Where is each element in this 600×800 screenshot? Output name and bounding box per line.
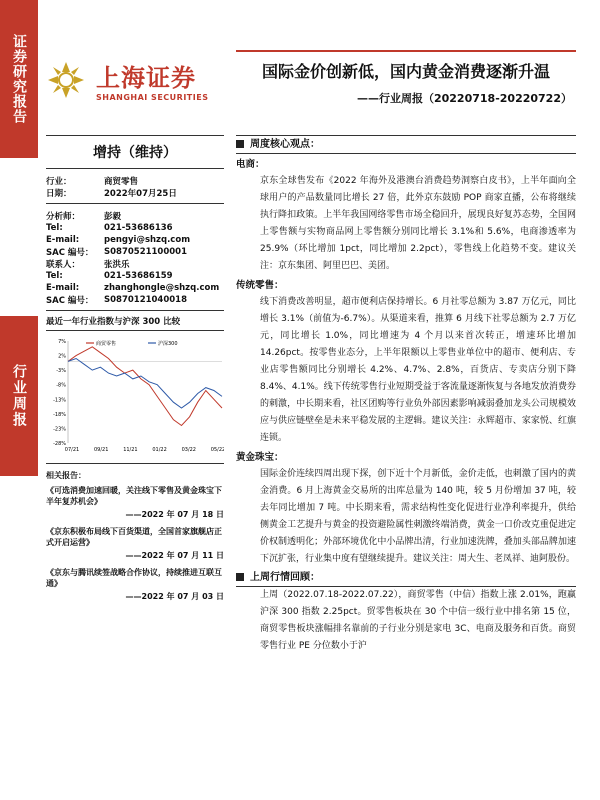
y-tick-label: 2% [58,353,66,360]
related-item-date: ——2022 年 07 月 03 日 [125,592,224,601]
info-label: 行业： [46,177,72,187]
info-label: Tel: [46,223,63,233]
related-item-date: ——2022 年 07 月 11 日 [125,551,224,560]
legend-label: 沪深300 [158,341,178,347]
divider [236,153,576,154]
info-label: 日期： [46,189,72,199]
info-tel: 021-53686136 [104,223,173,233]
info-label: 分析师： [46,212,81,222]
legend-label: 商贸零售 [96,341,117,347]
series-line-retail [68,347,222,426]
logo-mark-icon [46,60,86,100]
info-label: E-mail: [46,235,80,245]
y-tick-label: -18% [53,411,66,418]
x-tick-label: 01/22 [152,447,167,453]
x-tick-label: 05/22 [210,447,224,453]
info-block [46,175,224,306]
y-tick-label: -28% [53,441,66,447]
info-label: SAC 编号： [46,248,94,258]
report-subtitle: ——行业周报（20220718-20220722） [356,92,572,105]
subheading-traditional-retail: 传统零售： [236,280,284,291]
x-tick-label: 09/21 [93,447,109,453]
report-title: 国际金价创新低，国内黄金消费逐渐升温 [261,62,550,81]
sidebar-label-research: 证券研究报告 [0,0,38,158]
section-heading-review: 上周行情回顾： [236,568,576,586]
info-label: Tel: [46,271,63,281]
logo-text-en: SHANGHAI SECURITIES [96,93,209,102]
chart-svg [46,335,224,457]
y-tick-label: -3% [56,368,66,375]
info-contact: 张洪乐 [104,260,130,270]
chart-title: 最近一年行业指数与沪深 300 比较 [46,315,224,331]
related-item[interactable] [46,526,224,561]
index-comparison-chart [46,335,224,457]
y-tick-label: -23% [53,426,66,433]
left-column [46,135,224,608]
info-label: SAC 编号： [46,296,94,306]
subheading-jewelry: 黄金珠宝： [236,452,284,463]
related-item[interactable] [46,485,224,520]
x-tick-label: 11/21 [123,447,138,453]
logo-text-cn: 上海证券 [96,64,196,92]
divider [46,310,224,311]
y-tick-label: -8% [56,382,66,389]
related-item-date: ——2022 年 07 月 18 日 [125,510,224,519]
info-date: 2022年07月25日 [104,189,177,199]
related-item-title: 《京东与腾讯续签战略合作协议，持续推进互联互通》 [46,568,222,588]
related-item-title: 《可选消费加速回暖，关注线下零售及黄金珠宝下半年复苏机会》 [46,486,222,506]
company-logo [46,50,226,110]
info-sac: S0870521100001 [104,247,188,257]
x-tick-label: 07/21 [64,447,80,453]
related-heading: 相关报告： [46,471,86,480]
y-tick-label: -13% [53,397,66,404]
title-area [236,50,576,106]
paragraph-review: 上周（2022.07.18-2022.07.22），商贸零售（中信）指数上涨 2.01%，跑赢沪深 300 指数 2.25pct。贸零售板块在 30 个中信一级行业中排名第 15 位，商贸零售板块涨幅排名靠前的子行业分别是家电 3C、电商及服务和百货。商贸零售行业 PE 分位数小于沪 [260,590,576,651]
info-label: 联系人： [46,260,81,270]
info-industry: 商贸零售 [104,177,139,187]
info-analyst: 彭毅 [104,212,122,222]
paragraph-jewelry: 国际金价连续四周出现下探，创下近十个月新低，金价走低，也刺激了国内的黄金消费。6 月上海黄金交易所的出库总量为 140 吨，较 5 月份增加 37 吨，较去年同比增加 7 吨。中长期来看，需求结构性变化促进行业净利率提升，供给侧黄金工艺提升与黄金的投资避险属性刺激终端消费，黄金一口价改克重促进定价权制透明化；外部环境优化中小品牌出清，行业加速洗牌，叠加头部品牌加速下沉扩张，行业集中度有望继续提升。建议关注：周大生、老凤祥、迪阿股份。 [260,469,576,564]
sidebar-label-weekly: 行业周报 [0,316,38,476]
related-item[interactable] [46,567,224,602]
y-tick-label: 7% [58,339,66,345]
subheading-ecommerce: 电商： [236,159,265,170]
bullet-square-icon [236,140,244,148]
paragraph-ecommerce: 京东全球售发布《2022 年海外及港澳台消费趋势洞察白皮书》，上半年面向全球用户的产品数量同比增长 27 倍，此外京东鼓励 POP 商家直播，公布将继续执行降扣政策。上半年我国网络零售市场全稳回升，展现良好复苏态势，全国网上零售额与实物商品网上零售额分别同比增长 3.1%和 5.6%，电商渗透率为 25.9%（环比增加 1pct，同比增加 2.2pct），零售线上化趋势不变。建议关注：京东集团、阿里巴巴、美团。 [260,176,576,271]
related-reports [46,463,224,602]
info-sac: S0870121040018 [104,295,188,305]
main-content [236,135,576,655]
info-email[interactable]: zhanghongle@shzq.com [104,283,220,293]
paragraph-traditional-retail: 线下消费改善明显，超市便利店保持增长。6 月社零总额为 3.87 万亿元，同比增长 3.1%（前值为-6.7%）。从渠道来看，推算 6 月线下社零总额为 2.7 万亿元，同比增长 1.0%，同比增速为 4 个月以来首次转正，增速环比增加 14.26pct。按零售业态分，上半年限额以上零售业单位中的超市、便利店、专业店零售额同比分别增长 4.2%、4.7%、2.8%，百货店、专卖店分别下降 8.4%、4.1%。线下传统零售行业短期受益于客流量逐渐恢复与各地发放消费券的刺激，中长期来看，社区团购等行业负外部因素影响减弱叠加龙头公司规模效应与供应链壁垒是未来平稳发展的主逻辑。建议关注：永辉超市、家家悦、红旗连锁。 [260,297,576,443]
section-heading-core: 周度核心观点： [236,135,576,153]
info-tel: 021-53686159 [104,271,173,281]
rating: 增持（维持） [46,135,224,169]
bullet-square-icon [236,573,244,581]
related-item-title: 《京东积极布局线下百货渠道，全国首家旗舰店正式开启运营》 [46,527,222,547]
x-tick-label: 03/22 [181,447,197,453]
info-label: E-mail: [46,283,80,293]
info-email[interactable]: pengyi@shzq.com [104,235,191,245]
sidebar [0,0,38,800]
